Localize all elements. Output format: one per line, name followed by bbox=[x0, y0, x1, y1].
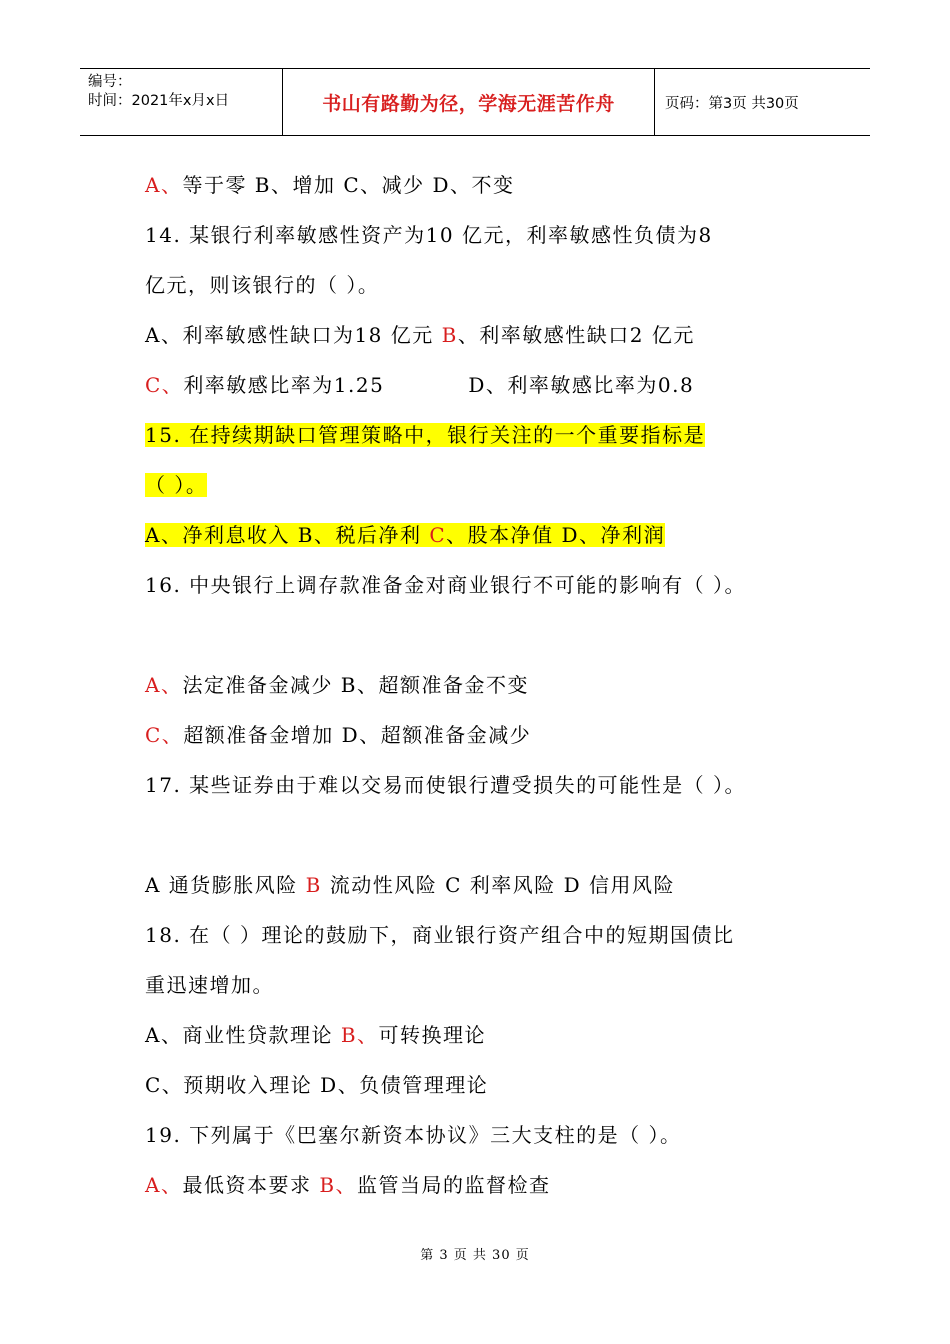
highlighted-text: A、净利息收入 B、税后净利 bbox=[145, 523, 430, 547]
option-text: A、利率敏感性缺口为18 亿元 bbox=[145, 323, 442, 347]
question-text: 17. 某些证券由于难以交易而使银行遭受损失的可能性是（ ）。 bbox=[145, 773, 747, 797]
q17-stem bbox=[145, 760, 835, 860]
question-text: 16. 中央银行上调存款准备金对商业银行不可能的影响有（ ）。 bbox=[145, 573, 747, 597]
option-marker: B、 bbox=[319, 1173, 358, 1197]
q16-options-cd bbox=[145, 710, 835, 760]
option-text: 法定准备金减少 B、超额准备金不变 bbox=[182, 673, 530, 697]
q18-stem-line2: 重迅速增加。 bbox=[145, 973, 274, 997]
option-text: 等于零 B、增加 C、减少 D、不变 bbox=[182, 173, 515, 197]
q13-options bbox=[145, 160, 835, 210]
q16-stem bbox=[145, 560, 835, 660]
q16-options-ab bbox=[145, 660, 835, 710]
q14-stem-line2: 亿元，则该银行的（ ）。 bbox=[145, 273, 380, 297]
document-body bbox=[145, 160, 835, 1210]
q14-options-cd bbox=[145, 360, 835, 410]
highlighted-text: （ ）。 bbox=[145, 473, 208, 497]
option-marker: A、 bbox=[145, 1173, 183, 1197]
option-text: D、利率敏感比率为0.8 bbox=[468, 373, 695, 397]
q14-options-ab bbox=[145, 310, 835, 360]
option-text: A 通货膨胀风险 bbox=[145, 873, 306, 897]
header-motto: 书山有路勤为径，学海无涯苦作舟 bbox=[283, 69, 655, 135]
q19-stem: 19. 下列属于《巴塞尔新资本协议》三大支柱的是（ ）。 bbox=[145, 1123, 682, 1147]
q15-stem-line1 bbox=[145, 410, 835, 460]
document-number-label: 编号： bbox=[88, 74, 132, 90]
header-page-code: 页码：第3页 共30页 bbox=[665, 95, 799, 112]
page-header bbox=[80, 68, 870, 136]
highlighted-text: 15. 在持续期缺口管理策略中，银行关注的一个重要指标是 bbox=[145, 423, 706, 447]
option-text: 利率敏感比率为1.25 bbox=[183, 373, 385, 397]
option-text: 、利率敏感性缺口2 亿元 bbox=[457, 323, 695, 347]
q14-stem-line1: 14. 某银行利率敏感性资产为10 亿元，利率敏感性负债为8 bbox=[145, 223, 713, 247]
option-marker: C、 bbox=[145, 373, 184, 397]
header-meta bbox=[80, 69, 283, 135]
highlighted-text: 、股本净值 D、净利润 bbox=[446, 523, 666, 547]
q18-options-ab bbox=[145, 1010, 835, 1060]
page-footer: 第 3 页 共 30 页 bbox=[420, 1248, 530, 1263]
option-text: 可转换理论 bbox=[378, 1023, 487, 1047]
option-text: 最低资本要求 bbox=[182, 1173, 320, 1197]
option-marker: C bbox=[429, 523, 447, 547]
document-date-label: 时间：2021年x月x日 bbox=[88, 93, 230, 109]
q18-stem-line1: 18. 在（ ）理论的鼓励下，商业银行资产组合中的短期国债比 bbox=[145, 923, 735, 947]
q18-options-cd: C、预期收入理论 D、负债管理理论 bbox=[145, 1073, 489, 1097]
option-text: 监管当局的监督检查 bbox=[357, 1173, 551, 1197]
option-marker: C、 bbox=[145, 723, 184, 747]
option-marker: B bbox=[441, 323, 458, 347]
option-marker: A、 bbox=[145, 173, 183, 197]
option-marker: A、 bbox=[145, 673, 183, 697]
option-marker: B、 bbox=[340, 1023, 379, 1047]
option-text: 超额准备金增加 D、超额准备金减少 bbox=[183, 723, 532, 747]
q19-options-ab bbox=[145, 1160, 835, 1210]
option-text: A、商业性贷款理论 bbox=[145, 1023, 341, 1047]
q17-options bbox=[145, 860, 835, 910]
q15-stem-line2 bbox=[145, 460, 835, 510]
q15-options bbox=[145, 510, 835, 560]
option-marker: B bbox=[305, 873, 322, 897]
option-text: 流动性风险 C 利率风险 D 信用风险 bbox=[321, 873, 675, 897]
